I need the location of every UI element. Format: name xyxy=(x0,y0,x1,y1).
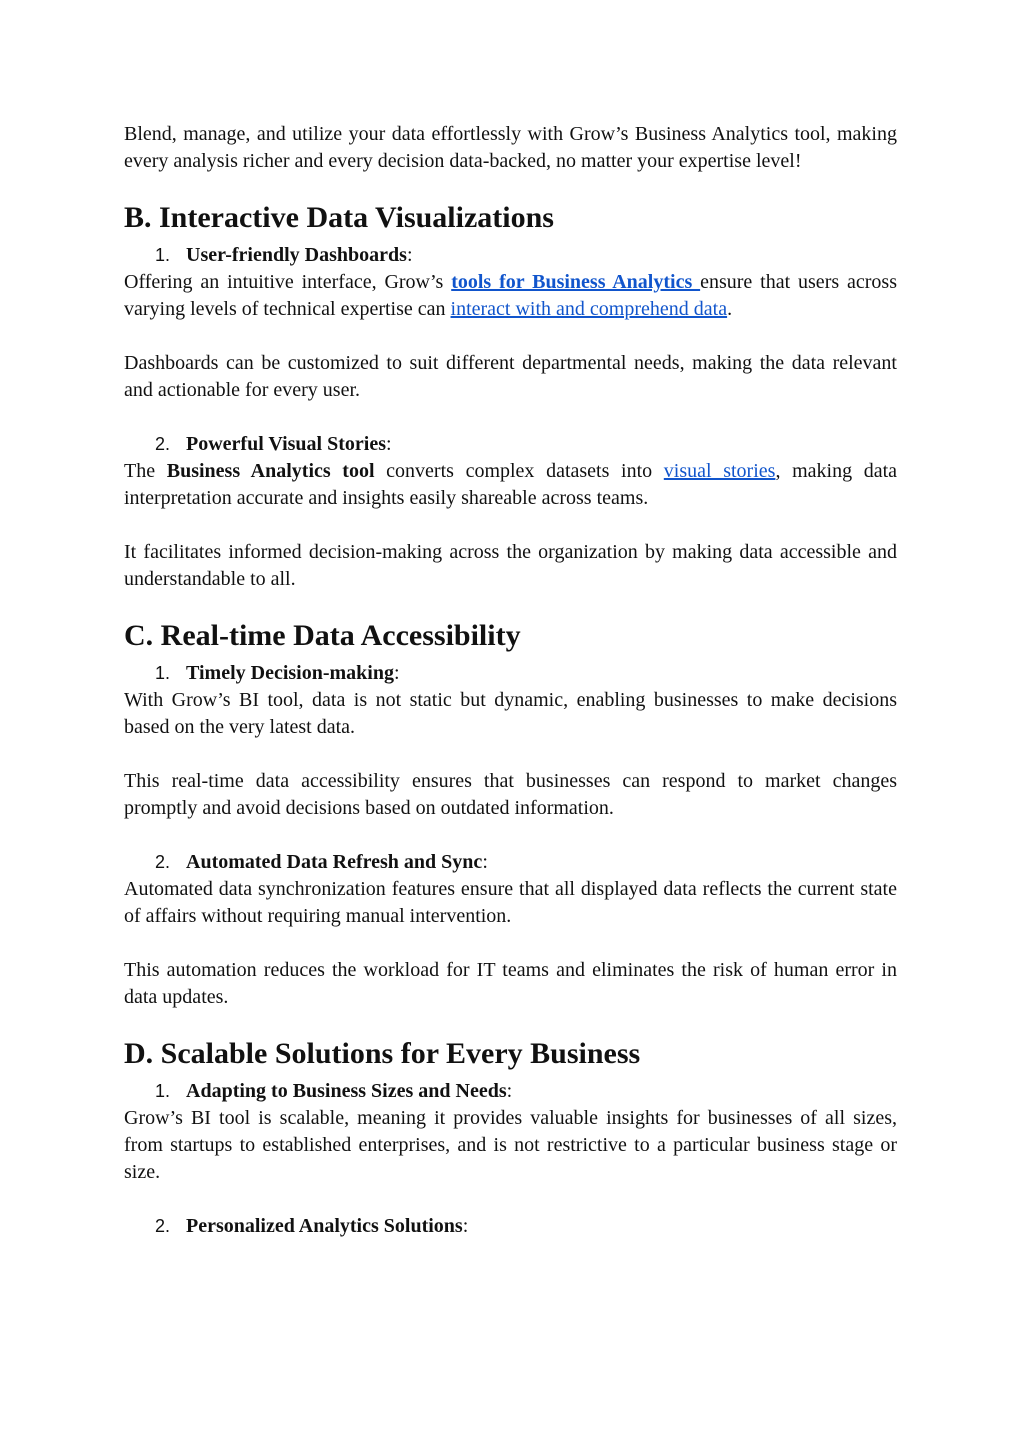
section-b-item-1-paragraph-1 xyxy=(124,269,897,323)
list-item-title: Timely Decision-making xyxy=(186,662,394,684)
text-run: . xyxy=(727,298,733,320)
bold-text: Business Analytics tool xyxy=(166,460,375,482)
list-item-title: Adapting to Business Sizes and Needs xyxy=(186,1080,507,1102)
section-c-item-1-paragraph-2: This real-time data accessibility ensures that businesses can respond to market changes promptly and avoid decisions based on outdated information. xyxy=(124,770,897,819)
colon: : xyxy=(393,662,400,684)
text-run: Offering an intuitive interface, Grow’s xyxy=(124,271,452,293)
list-number: 1. xyxy=(155,663,171,683)
section-b-item-2-title xyxy=(124,431,897,458)
section-b-item-1-paragraph-2: Dashboards can be customized to suit different departmental needs, making the data relevant and actionable for every user. xyxy=(124,352,897,401)
section-d-item-1-title xyxy=(124,1078,897,1105)
section-c-item-2-paragraph-2: This automation reduces the workload for IT teams and eliminates the risk of human error in data updates. xyxy=(124,959,897,1008)
colon: : xyxy=(406,244,413,266)
section-b-item-1-title xyxy=(124,242,897,269)
tools-for-business-analytics-link[interactable]: tools for Business Analytics xyxy=(451,271,701,293)
list-number: 1. xyxy=(155,245,171,265)
visual-stories-link[interactable]: visual stories xyxy=(663,460,776,482)
section-b-item-2-paragraph-2: It facilitates informed decision-making across the organization by making data accessible and understandable to all. xyxy=(124,541,897,590)
section-b-heading: B. Interactive Data Visualizations xyxy=(124,201,554,234)
section-d-item-2-title xyxy=(124,1213,897,1240)
text-run: The xyxy=(124,460,167,482)
section-d-heading: D. Scalable Solutions for Every Business xyxy=(124,1037,641,1070)
list-number: 1. xyxy=(155,1081,171,1101)
section-c-item-2-title xyxy=(124,849,897,876)
colon: : xyxy=(462,1215,469,1237)
section-c-item-1-paragraph-1: With Grow’s BI tool, data is not static but dynamic, enabling businesses to make decisions based on the very latest data. xyxy=(124,689,897,738)
text-run: , making data interpretation accurate and insights easily shareable across teams. xyxy=(124,460,898,509)
list-number: 2. xyxy=(155,434,171,454)
interact-with-data-link[interactable]: interact with and comprehend data xyxy=(450,298,728,320)
section-c-item-2-paragraph-1: Automated data synchronization features ensure that all displayed data reflects the current state of affairs without requiring manual intervention. xyxy=(124,878,897,927)
list-number: 2. xyxy=(155,1216,171,1236)
colon: : xyxy=(482,851,488,873)
section-c-heading: C. Real-time Data Accessibility xyxy=(124,619,521,652)
section-c-item-1-title xyxy=(124,660,897,687)
section-d-item-1-paragraph-1: Grow’s BI tool is scalable, meaning it provides valuable insights for businesses of all sizes, from startups to established enterprises, and is not restrictive to a particular business stage or size. xyxy=(124,1107,897,1183)
list-item-title: Powerful Visual Stories xyxy=(186,433,386,455)
list-item-title: Automated Data Refresh and Sync xyxy=(186,851,483,873)
list-item-title: User-friendly Dashboards xyxy=(186,244,407,266)
list-item-title: Personalized Analytics Solutions xyxy=(186,1215,463,1237)
intro-paragraph: Blend, manage, and utilize your data effortlessly with Grow’s Business Analytics tool, making every analysis richer and every decision data-backed, no matter your expertise level! xyxy=(124,123,897,172)
section-b-item-2-paragraph-1 xyxy=(124,458,897,512)
text-run: ensure that users across varying levels of technical expertise can xyxy=(124,271,897,320)
colon: : xyxy=(506,1080,513,1102)
list-number: 2. xyxy=(155,852,171,872)
text-run: converts complex datasets into xyxy=(374,460,664,482)
colon: : xyxy=(386,433,392,455)
